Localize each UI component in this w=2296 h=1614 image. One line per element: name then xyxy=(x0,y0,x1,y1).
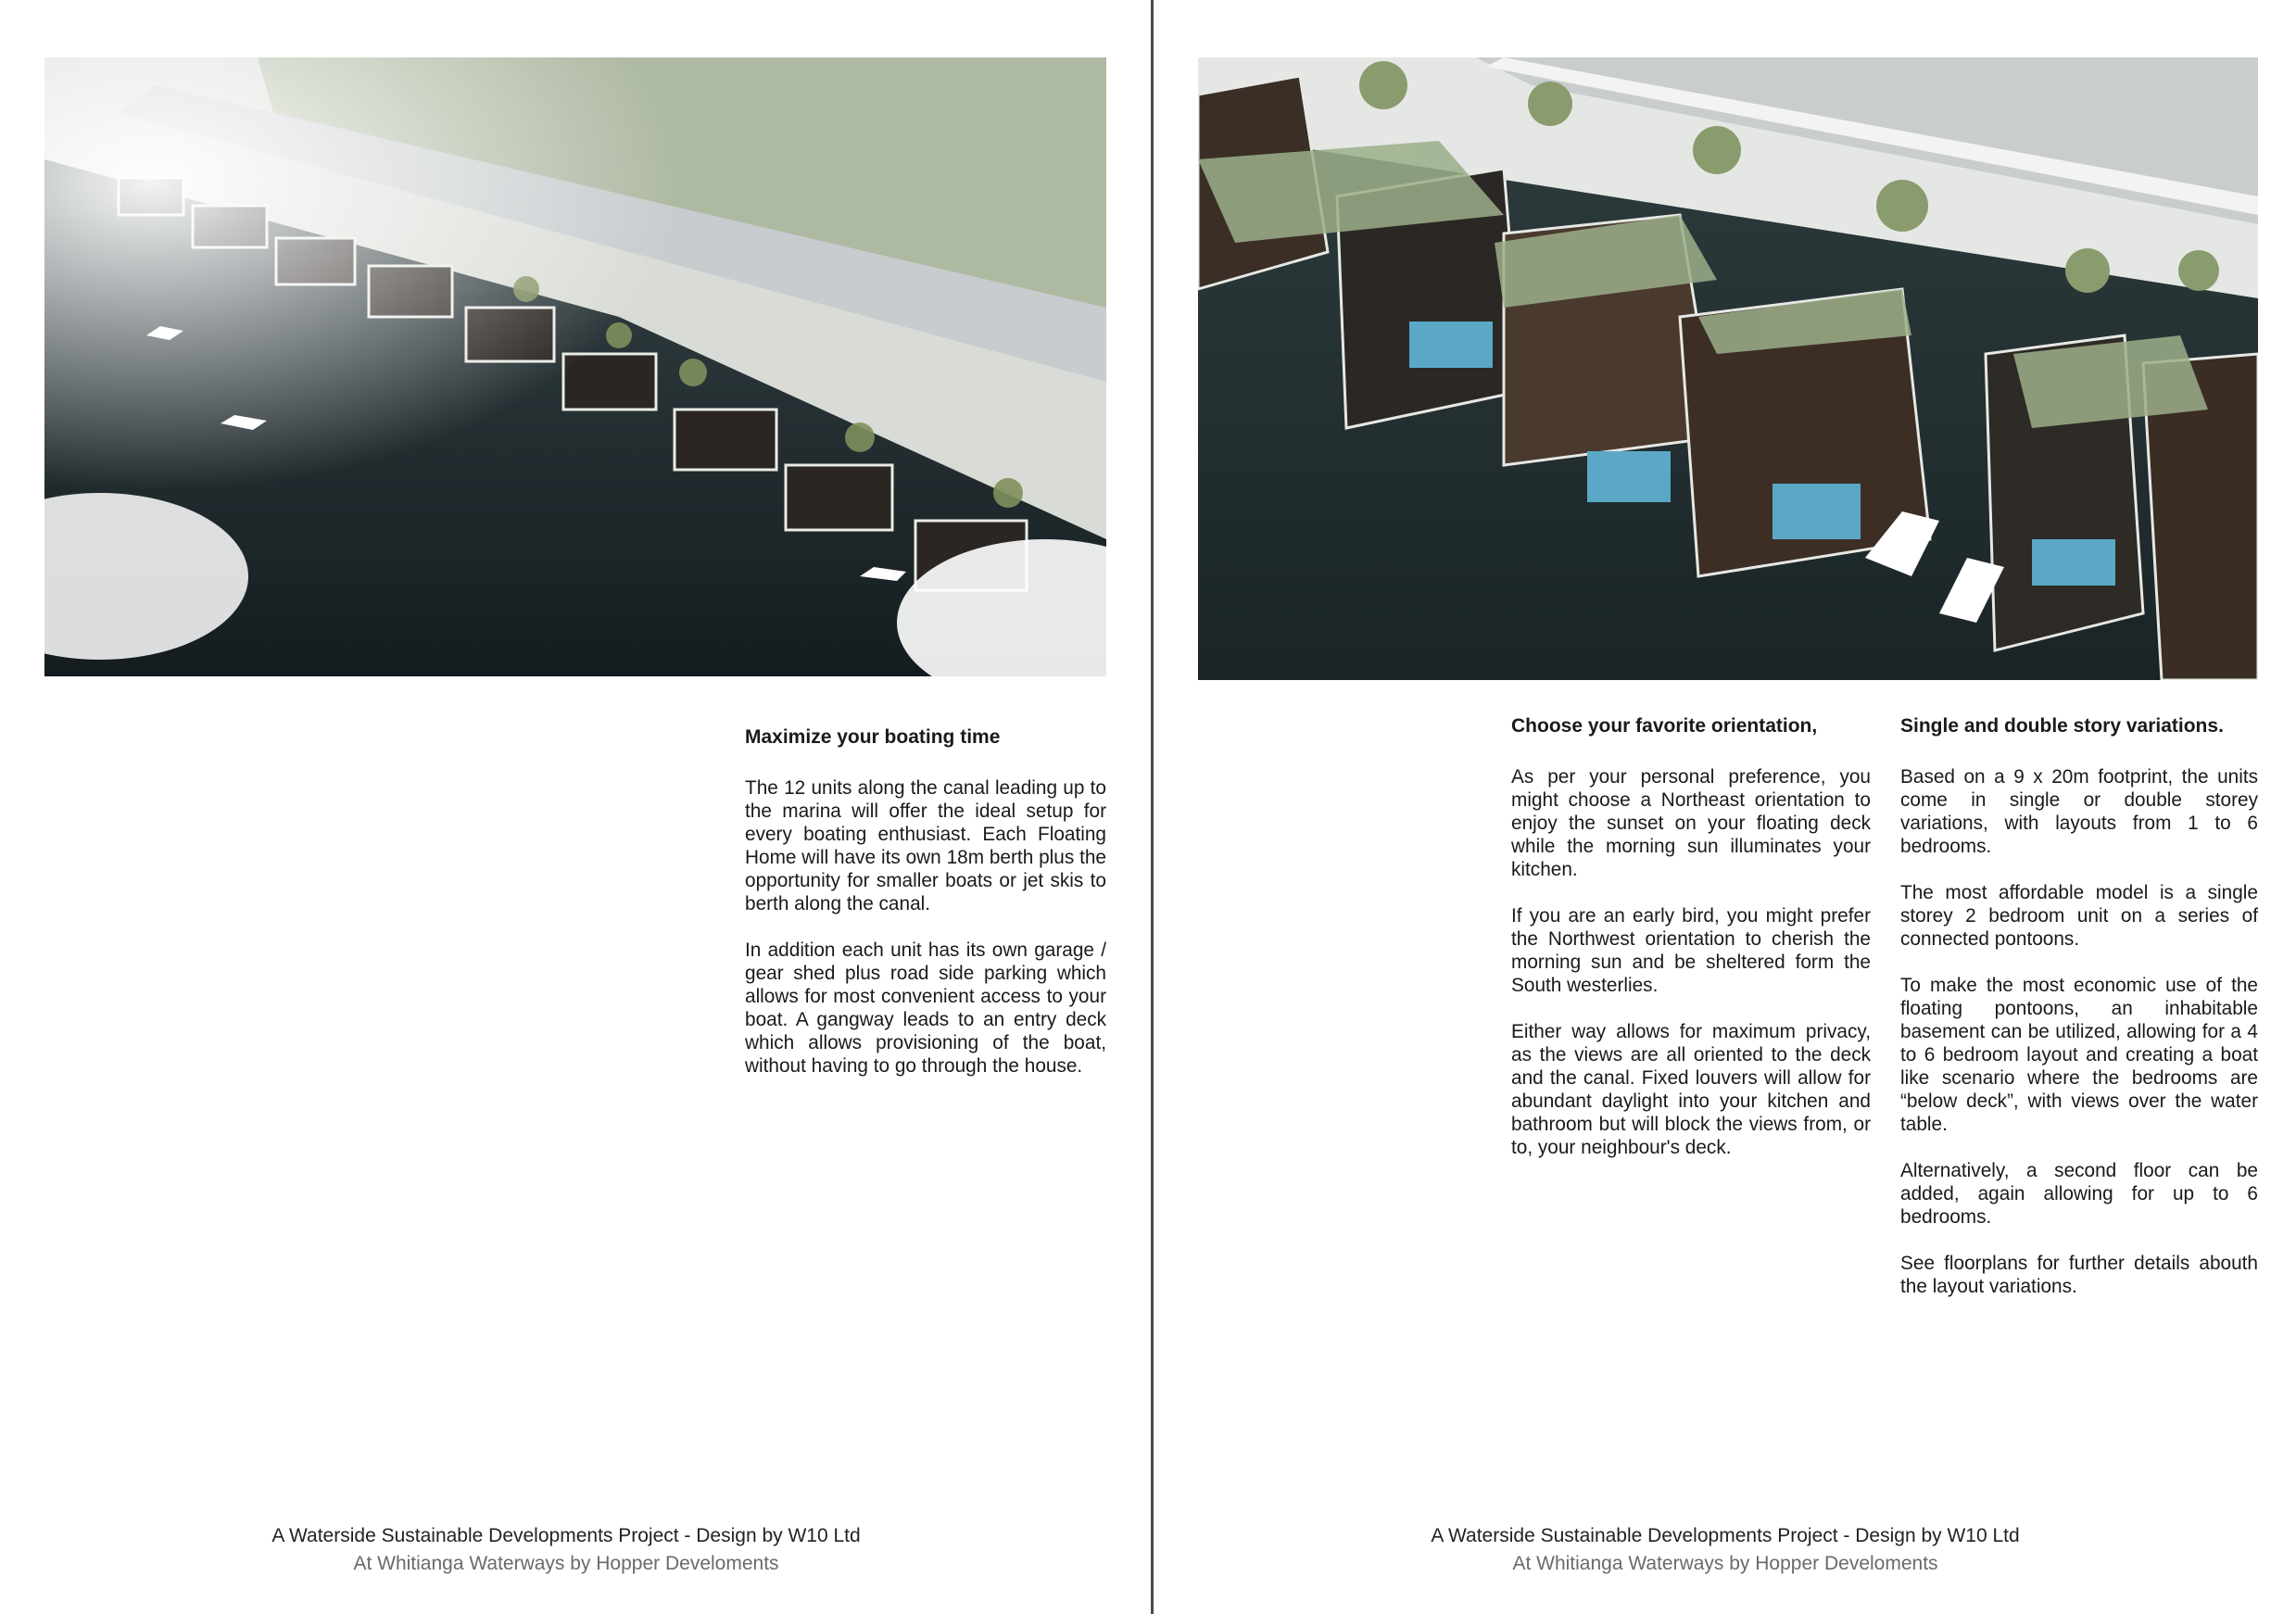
paragraph: As per your personal preference, you might choose a Northeast orientation to enjoy the sunset on your floating deck while the morning sun illuminates your kitchen. xyxy=(1511,766,1871,880)
footer-credit: A Waterside Sustainable Developments Project - Design by W10 Ltd xyxy=(271,1525,861,1546)
page-divider xyxy=(1151,0,1154,1614)
paragraph: The 12 units along the canal leading up to the marina will offer the ideal setup for every boating enthusiast. Each Floating Home will have its own 18m berth plus the opportunity for smaller boats or jet skis to berth along the canal. xyxy=(745,777,1106,914)
footer-location: At Whitianga Waterways by Hopper Develoments xyxy=(1512,1553,1938,1574)
paragraph: If you are an early bird, you might prefer the Northwest orientation to cherish the morning sun and be sheltered form the South westerlies. xyxy=(1511,905,1871,996)
paragraph: The most affordable model is a single storey 2 bedroom unit on a series of connected pontoons. xyxy=(1900,882,2258,950)
paragraph: To make the most economic use of the floating pontoons, an inhabitable basement can be utilized, allowing for a 4 to 6 bedroom layout and creating a boat like scenario where the bedrooms are “below deck”, with views over the water table. xyxy=(1900,975,2258,1135)
section-heading: Maximize your boating time xyxy=(745,726,1001,748)
variations-text-column xyxy=(1900,714,2258,1321)
aerial-render-illustration xyxy=(44,57,1106,676)
footer-location: At Whitianga Waterways by Hopper Develoments xyxy=(353,1553,779,1574)
paragraph: Alternatively, a second floor can be added, again allowing for up to 6 bedrooms. xyxy=(1900,1160,2258,1228)
closeup-render-image xyxy=(1198,57,2258,680)
right-page xyxy=(1154,0,2296,1614)
closeup-render-illustration xyxy=(1198,57,2258,680)
boating-text-column xyxy=(745,725,1106,1101)
aerial-render-image xyxy=(44,57,1106,676)
footer-credit: A Waterside Sustainable Developments Project - Design by W10 Ltd xyxy=(1431,1525,2020,1546)
section-heading: Choose your favorite orientation, xyxy=(1511,715,1818,737)
paragraph: Based on a 9 x 20m footprint, the units come in single or double storey variations, with layouts from 1 to 6 bedrooms. xyxy=(1900,766,2258,857)
paragraph: Either way allows for maximum privacy, as the views are all oriented to the deck and the canal. Fixed louvers will allow for abundant daylight into your kitchen and bathroom but will block the views from, or to, your neighbour's deck. xyxy=(1511,1021,1871,1158)
paragraph: In addition each unit has its own garage / gear shed plus road side parking which allows for most convenient access to your boat. A gangway leads to an entry deck which allows provisioning of the boat, without having to go through the house. xyxy=(745,939,1106,1077)
section-heading: Single and double story variations. xyxy=(1900,715,2224,737)
orientation-text-column xyxy=(1511,714,1871,1182)
page-footer xyxy=(0,1522,1142,1578)
page-footer xyxy=(1154,1522,2296,1578)
paragraph: See floorplans for further details abouth the layout variations. xyxy=(1900,1253,2258,1297)
